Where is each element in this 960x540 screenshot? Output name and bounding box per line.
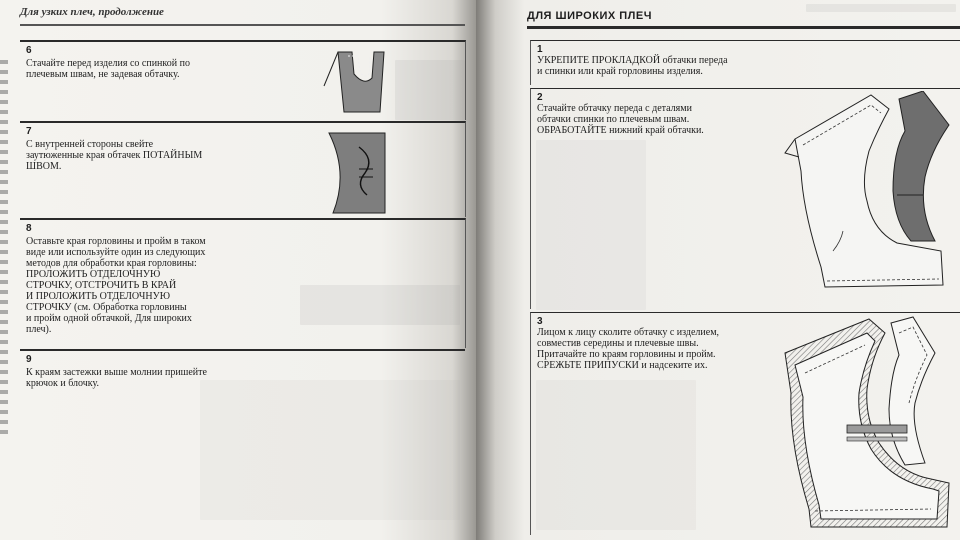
text-line: Стачайте перед изделия со спинкой по (26, 58, 190, 69)
text-line: совместив середины и плечевые швы. (537, 338, 699, 349)
step-text (26, 139, 202, 172)
running-head: Для узких плеч, продолжение (20, 6, 164, 18)
step-2 (530, 88, 960, 309)
step-number: 1 (537, 44, 543, 55)
text-line: Оставьте края горловины и пройм в таком (26, 236, 206, 247)
step-6 (20, 40, 466, 120)
running-head-rule (20, 24, 465, 26)
text-line: ОБРАБОТАЙТЕ нижний край обтачки. (537, 125, 704, 136)
text-line: ШВОМ. (26, 161, 62, 172)
text-line: виде или используйте один из следующих (26, 247, 206, 258)
text-line: методов для обработки края горловины: (26, 258, 197, 269)
step-text (26, 367, 207, 389)
step-text (26, 58, 190, 80)
step-text (26, 236, 206, 335)
blind-hem-illustration (325, 129, 395, 215)
text-line: СТРОЧКУ, ОТСТРОЧИТЬ В КРАЙ (26, 280, 177, 291)
section-title: ДЛЯ ШИРОКИХ ПЛЕЧ (527, 10, 652, 22)
step-7 (20, 121, 466, 217)
text-line: УКРЕПИТЕ ПРОКЛАДКОЙ обтачки переда (537, 55, 728, 66)
text-line: плечевым швам, не задевая обтачку. (26, 69, 180, 80)
bleed-through (200, 380, 460, 520)
step-number: 3 (537, 316, 543, 327)
step-number: 2 (537, 92, 543, 103)
bleed-through (806, 4, 956, 12)
section-title-rule (527, 26, 960, 29)
text-line: заутюженные края обтачек ПОТАЙНЫМ (26, 150, 203, 161)
text-line: ПРОЛОЖИТЬ ОТДЕЛОЧНУЮ (26, 269, 161, 280)
text-line: И ПРОЛОЖИТЬ ОТДЕЛОЧНУЮ (26, 291, 170, 302)
text-line: Притачайте по краям горловины и пройм. (537, 349, 716, 360)
step-text (537, 103, 704, 136)
text-line: С внутренней стороны свейте (26, 139, 154, 150)
text-line: К краям застежки выше молнии пришейте (26, 367, 207, 378)
step-text (537, 55, 728, 77)
text-line: Лицом к лицу сколите обтачку с изделием, (537, 327, 720, 338)
text-line: и спинки или край горловины изделия. (537, 66, 703, 77)
text-line: плеч). (26, 324, 52, 335)
step-8 (20, 218, 466, 348)
page-edge-marks (0, 60, 8, 440)
text-line: и пройм одной обтачкой, Для широких (26, 313, 192, 324)
text-line: крючок и блочку. (26, 378, 100, 389)
step-text (537, 327, 719, 371)
facing-shoulder-seam-illustration (781, 91, 960, 291)
step-number: 6 (26, 45, 32, 56)
step-number: 9 (26, 354, 32, 365)
step-1 (530, 40, 960, 85)
left-page (0, 0, 476, 540)
step-number: 8 (26, 223, 32, 234)
shoulder-seam-illustration (320, 46, 400, 116)
step-3 (530, 312, 960, 535)
step-number: 7 (26, 126, 32, 137)
text-line: Стачайте обтачку переда с деталями (537, 103, 692, 114)
text-line: СРЕЖЬТЕ ПРИПУСКИ и надсеките их. (537, 360, 708, 371)
text-line: обтачки спинки по плечевым швам. (537, 114, 690, 125)
attach-facing-illustration (781, 313, 960, 533)
text-line: СТРОЧКУ (см. Обработка горловины (26, 302, 187, 313)
step-9 (20, 349, 465, 401)
